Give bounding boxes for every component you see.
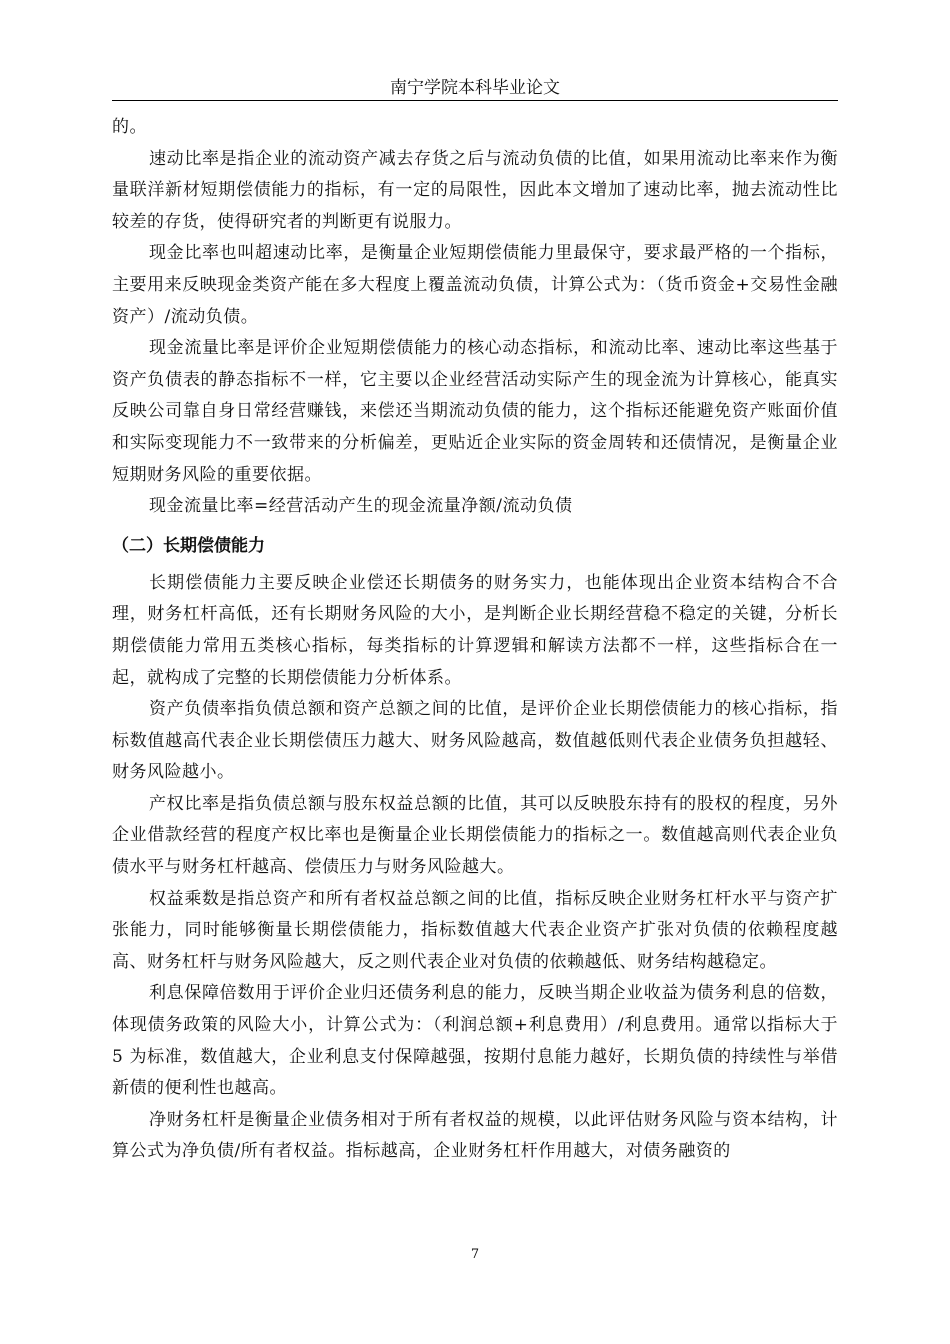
header-divider <box>112 100 838 101</box>
paragraph-debt-ratio: 资产负债率指负债总额和资产总额之间的比值，是评价企业长期偿债能力的核心指标，指标数值越高代表企业长期偿债压力越大、财务风险越高，数值越低则代表企业债务负担越轻、财务风险越小。 <box>112 699 838 783</box>
paragraph-cash-flow-ratio: 现金流量比率是评价企业短期偿债能力的核心动态指标，和流动比率、速动比率这些基于资产负债表的静态指标不一样，它主要以企业经营活动实际产生的现金流为计算核心，能真实反映公司靠自身日常经营赚钱，来偿还当期流动负债的能力，这个指标还能避免资产账面价值和实际变现能力不一致带来的分析偏差，更贴近企业实际的资金周转和还债情况，是衡量企业短期财务风险的重要依据。 <box>112 338 838 485</box>
running-header: 南宁学院本科毕业论文 <box>390 78 560 98</box>
page-number: 7 <box>470 1247 480 1262</box>
formula-cash-flow-ratio: 现金流量比率=经营活动产生的现金流量净额/流动负债 <box>149 496 573 517</box>
paragraph-quick-ratio: 速动比率是指企业的流动资产减去存货之后与流动负债的比值，如果用流动比率来作为衡量联洋新材短期偿债能力的指标，有一定的局限性，因此本文增加了速动比率，抛去流动性比较差的存货，使得研究者的判断更有说服力。 <box>112 148 838 232</box>
paragraph-equity-ratio: 产权比率是指负债总额与股东权益总额的比值，其可以反映股东持有的股权的程度，另外企业借款经营的程度产权比率也是衡量企业长期偿债能力的指标之一。数值越高则代表企业负债水平与财务杠杆越高、偿债压力与财务风险越大。 <box>112 793 838 878</box>
page-body <box>112 112 838 1168</box>
paragraph-long-term-intro: 长期偿债能力主要反映企业偿还长期债务的财务实力，也能体现出企业资本结构合不合理，财务杠杆高低，还有长期财务风险的大小，是判断企业长期经营稳不稳定的关键，分析长期偿债能力常用五类核心指标，每类指标的计算逻辑和解读方法都不一样，这些指标合在一起，就构成了完整的长期偿债能力分析体系。 <box>112 572 838 688</box>
paragraph-cash-ratio: 现金比率也叫超速动比率，是衡量企业短期偿债能力里最保守，要求最严格的一个指标，主要用来反映现金类资产能在多大程度上覆盖流动负债，计算公式为：（货币资金+交易性金融资产）/流动负债。 <box>112 243 838 327</box>
paragraph-equity-multiplier: 权益乘数是指总资产和所有者权益总额之间的比值，指标反映企业财务杠杆水平与资产扩张能力，同时能够衡量长期偿债能力，指标数值越大代表企业资产扩张对负债的依赖程度越高、财务杠杆与财务风险越大，反之则代表企业对负债的依赖越低、财务结构越稳定。 <box>112 888 838 972</box>
paragraph-continuation: 的。 <box>112 117 147 137</box>
paragraph-net-leverage: 净财务杠杆是衡量企业债务相对于所有者权益的规模，以此评估财务风险与资本结构，计算公式为净负债/所有者权益。指标越高，企业财务杠杆作用越大，对债务融资的 <box>112 1109 838 1162</box>
section-heading: （二）长期偿债能力 <box>112 535 265 556</box>
paragraph-interest-coverage: 利息保障倍数用于评价企业归还债务利息的能力，反映当期企业收益为债务利息的倍数，体现债务政策的风险大小，计算公式为：（利润总额+利息费用）/利息费用。通常以指标大于 5 为标准，数值越大，企业利息支付保障越强，按期付息能力越好，长期负债的持续性与举借新债的便利性也越高。 <box>112 983 838 1099</box>
